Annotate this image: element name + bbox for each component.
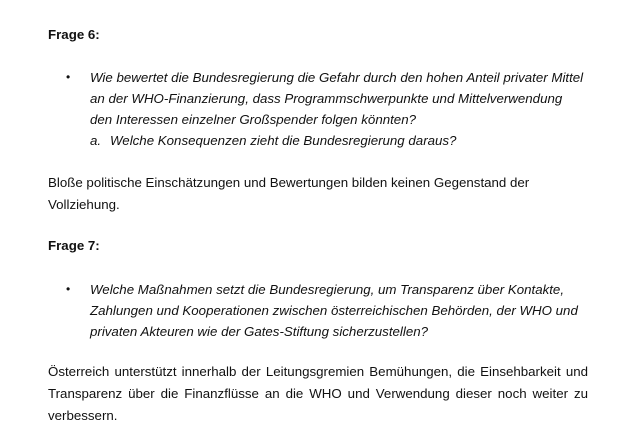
question-6-heading: Frage 6: (48, 27, 100, 42)
question-6-list (66, 67, 586, 151)
question-6-subitem (66, 130, 586, 151)
answer-6: Bloße politische Einschätzungen und Bewertungen bilden keinen Gegenstand der Vollziehung. (48, 175, 530, 212)
answer-7: Österreich unterstützt innerhalb der Leitungsgremien Bemühungen, die Einsehbarkeit und Transparenz über die Finanzflüsse an die WHO und Verwendung dieser noch weiter zu verbessern. (48, 364, 588, 423)
question-6-subitem-text: Welche Konsequenzen zieht die Bundesregierung daraus? (110, 133, 457, 148)
question-7-list (66, 279, 586, 342)
subitem-marker: a. (90, 133, 102, 148)
question-7-bullet (66, 279, 586, 342)
bullet-icon: • (66, 70, 71, 84)
bullet-icon: • (66, 282, 71, 296)
question-6-text: Wie bewertet die Bundesregierung die Gefahr durch den hohen Anteil privater Mittel an der WHO-Finanzierung, dass Programmschwerpunkte und Mittelverwendung den Interessen einzelner Großspender folgen könnten? (90, 70, 584, 127)
question-7-heading: Frage 7: (48, 238, 100, 253)
question-7-text: Welche Maßnahmen setzt die Bundesregierung, um Transparenz über Kontakte, Zahlungen und Kooperationen zwischen österreichischen Behörden, der WHO und privaten Akteuren wie der Gates-Stiftung sicherzustellen? (90, 282, 578, 339)
question-6-bullet (66, 67, 586, 130)
